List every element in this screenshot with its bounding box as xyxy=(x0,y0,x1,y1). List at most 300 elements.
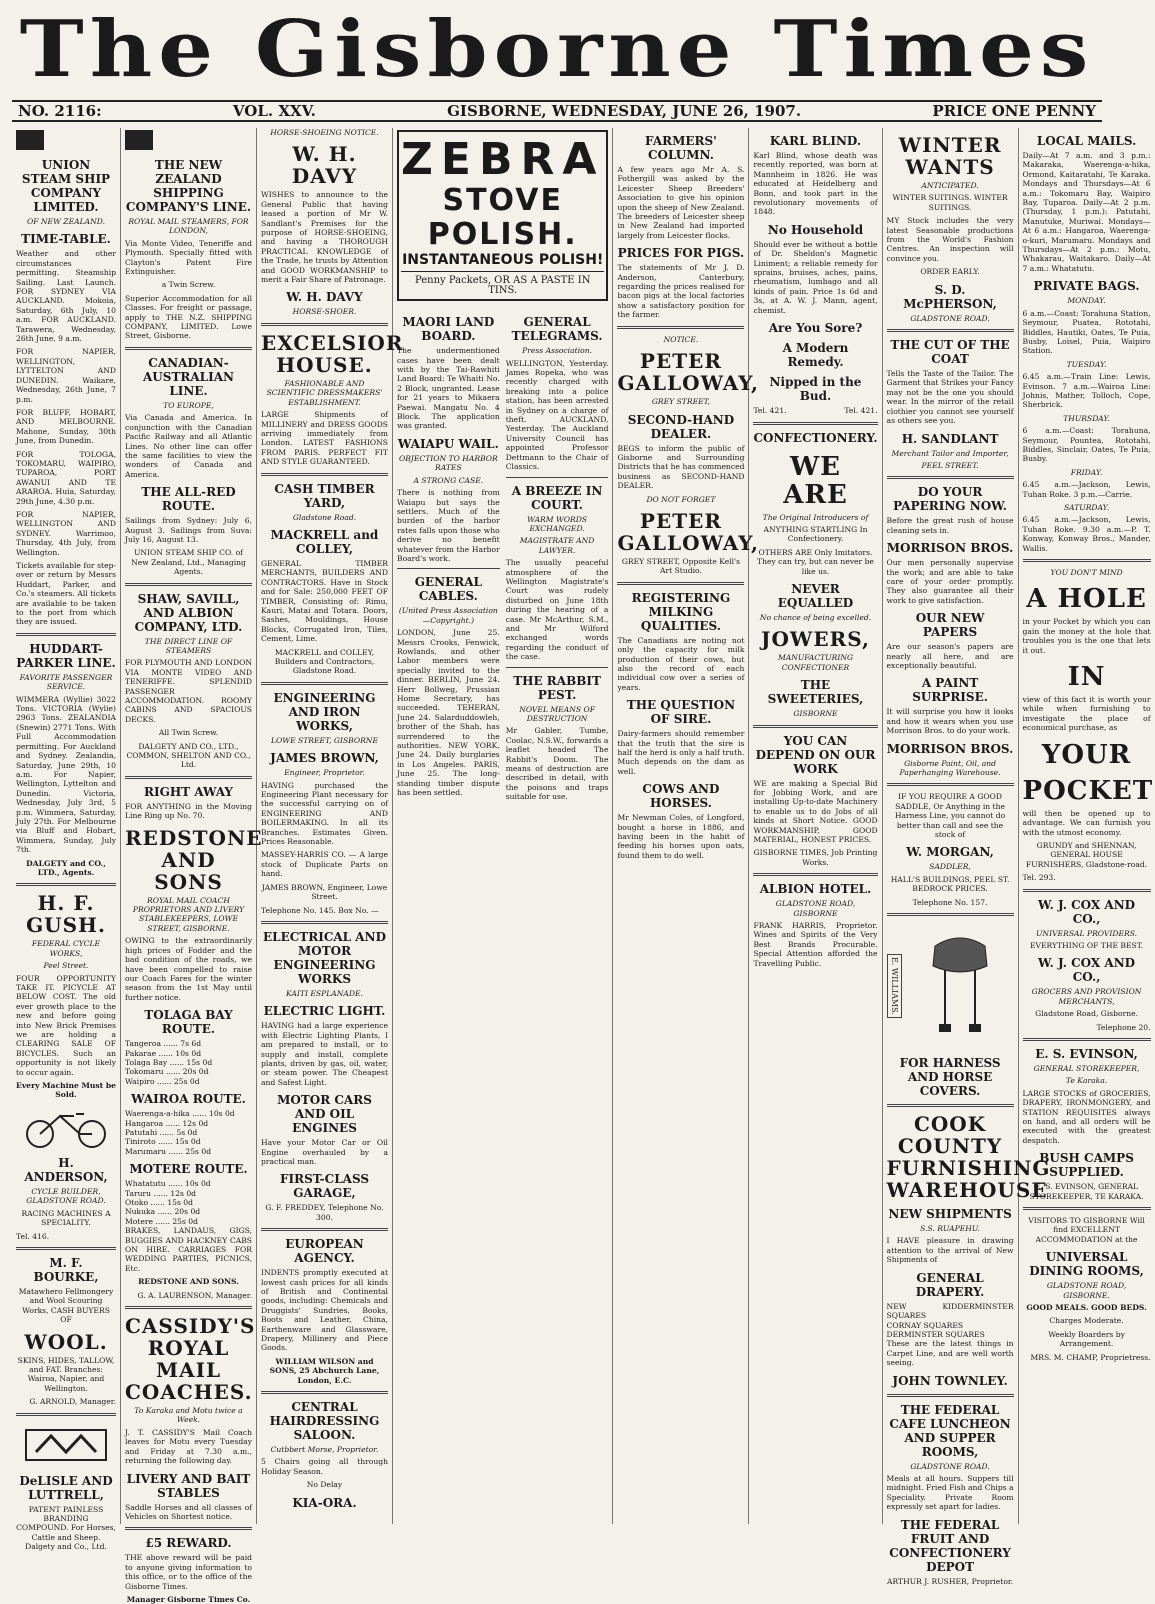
engineering-sub: LOWE STREET, GISBORNE xyxy=(271,735,378,745)
depend-signature: GISBORNE TIMES, Job Printing Works. xyxy=(753,848,878,867)
timber-sub: Gladstone Road. xyxy=(292,512,357,522)
column-1 xyxy=(12,128,121,1552)
kia-ora: KIA-ORA. xyxy=(292,1495,357,1510)
universal-heading: UNIVERSAL DINING ROOMS, xyxy=(1029,1250,1144,1279)
maori-land-heading: MAORI LAND BOARD. xyxy=(402,315,495,344)
right-away-heading: RIGHT AWAY xyxy=(144,784,233,799)
hairdressing-heading: CENTRAL HAIRDRESSING SALOON. xyxy=(269,1400,380,1443)
breeze-text: The usually peaceful atmosphere of the Wellington Magistrate's Court was rudely disturbed on June 18th during the hearing of a case. Mr McArthur, S.M., and Mr Wilford exchanged words regarding the conduct of the case. xyxy=(505,558,609,662)
motor-text: Have your Motor Car or Oil Engine overhauled by a practical man. xyxy=(261,1138,388,1166)
waiapu-sub: OBJECTION TO HARBOR RATES xyxy=(398,453,498,473)
winter-text: WINTER SUITINGS. WINTER SUITINGS. xyxy=(892,193,1008,212)
divider xyxy=(887,913,1014,916)
never-equalled: NEVER EQUALLED xyxy=(777,581,854,610)
anderson-sub: CYCLE BUILDER, GLADSTONE ROAD. xyxy=(26,1186,106,1206)
divider xyxy=(887,476,1014,479)
masthead xyxy=(0,0,1114,100)
reward-heading: £5 REWARD. xyxy=(145,1536,232,1551)
hairdressing-sub: Cutbbert Morse, Proprietor. xyxy=(270,1445,379,1455)
penny-packets: Penny Packets, OR AS A PASTE IN TINS. xyxy=(401,271,604,295)
grundy-tel: Tel. 293. xyxy=(1022,873,1056,883)
volume: VOL. XXV. xyxy=(232,102,316,120)
pig-prices-heading: PRICES FOR PIGS. xyxy=(617,246,745,261)
list-item: Motere ...... 25s 0d xyxy=(125,1216,198,1226)
column-9 xyxy=(1019,128,1155,1524)
friday-heading: FRIDAY. xyxy=(1070,467,1103,477)
williams-saddle-ad xyxy=(887,922,1014,1050)
redstone-sub: ROYAL MAIL COACH PROPRIETORS AND LIVERY STABLEKEEPERS, LOWE STREET, GISBORNE. xyxy=(132,895,245,933)
albion-text: FRANK HARRIS, Proprietor. Wines and Spirits of the Very Best Brands Procurable. Special Attention afforded the Travelling Public. xyxy=(753,921,878,968)
divider xyxy=(125,776,252,779)
galloway-sub: SECOND-HAND DEALER. xyxy=(627,412,735,441)
freddey-signature: G. F. FREDDEY, Telephone No. 300. xyxy=(265,1203,384,1222)
excelsior-heading: EXCELSIOR HOUSE. xyxy=(261,330,404,377)
new-papers-text: Are our season's papers are nearly all here, and are exceptionally beautiful. xyxy=(886,642,1014,670)
electric-text: HAVING had a large experience with Electric Lighting Plants, I am prepared to install, or to supply and install, complete plants, driven by gas, oil, water, or steam power. The Cheapest and Safest Light. xyxy=(261,1021,388,1087)
horse-shoeing-heading: HORSE-SHOEING NOTICE. xyxy=(270,128,379,137)
morgan-tel: Telephone No. 157. xyxy=(912,897,988,907)
electric-heading: ELECTRICAL AND MOTOR ENGINEERING WORKS xyxy=(263,929,386,986)
reward-signature: Manager Gisborne Times Co. xyxy=(126,1594,251,1604)
waiapu-text: There is nothing from Waiapu but says the settlers. Much of the burden of the harbor rates falls upon those who derive no benefit whatever from the Harbor Board's work. xyxy=(397,488,500,563)
rabbit-text: Mr Gabler, Tumbe, Coolac, N.S.W., forwards a leaflet headed The Rabbit's Doom. The means of destruction are described in detail, with the poisons and traps suitable for use. xyxy=(505,726,609,802)
hole-pre: YOU DON'T MIND xyxy=(1050,568,1123,578)
thursday-heading: THURSDAY. xyxy=(1063,413,1110,423)
confectionery-heading: CONFECTIONERY. xyxy=(753,430,878,445)
zebra-polish-ad xyxy=(397,130,608,301)
gush-heading: H. F. GUSH. xyxy=(26,891,106,938)
sire-heading: THE QUESTION OF SIRE. xyxy=(626,698,736,727)
flag-icon xyxy=(125,130,153,150)
red-route-text: Sailings from Sydney: July 6, August 3. Sailings from Suva: July 16, August 13. xyxy=(125,516,252,544)
divider xyxy=(125,1306,252,1309)
mackrell-heading: MACKRELL and COLLEY, xyxy=(270,527,379,556)
morgan-sub: SADDLER, xyxy=(929,862,971,872)
tel-1: Tel. 421. xyxy=(753,406,787,416)
brown-sub: Engineer, Proprietor. xyxy=(284,768,365,778)
savill-agents: DALGETY AND CO., LTD., COMMON, SHELTON AND CO., Ltd. xyxy=(126,741,251,770)
anderson-text: RACING MACHINES A SPECIALITY. xyxy=(21,1208,111,1228)
nzsc-text: Via Monte Video, Teneriffe and Plymouth. Specially fitted with Clayton's Patent Fire Extinguisher. xyxy=(125,238,252,277)
delisle-heading: DeLISLE AND LUTTRELL, xyxy=(19,1473,113,1502)
brown-text: HAVING purchased the Engineering Plant necessary for the successful carrying on of ENGINEERING AND BOILERMAKING. In all its Branches. Estimates Given. Prices Reasonable. xyxy=(261,780,388,847)
pocket-text: view of this fact it is worth your while when furnishing to investigate the place of economical purchase, as xyxy=(1022,695,1151,733)
agency-text: INDENTS promptly executed at lowest cash prices for all kinds of British and Continental goods, including: Chemicals and Druggists' Sundries, Books, Boots and Leather, China, Earthenware and Glassware, Drapery, Millinery and Piece Goods. xyxy=(261,1268,388,1353)
tuesday-heading: TUESDAY. xyxy=(1066,359,1107,369)
livery-text: Saddle Horses and all classes of Vehicles on Shortest notice. xyxy=(125,1502,252,1521)
townley-heading: JOHN TOWNLEY. xyxy=(892,1373,1008,1388)
list-item: Waipiro ...... 25s 0d xyxy=(125,1076,200,1086)
column-5 xyxy=(506,309,609,805)
mails-text: Daily—At 7 a.m. and 3 p.m.: Makaraka, Waerenga-a-hika, Ormond, Kaitaratahi, Te Karaka. Mondays and Thursdays—At 6 a.m.: Tokomaru Bay, Waipiro Bay, Tuparoa. Daily—At 2 p.m. (Thursday, 1 p.m.): Patutahi, Manutuke, Muriwai. Mondays—At 6 a.m.: Hangaroa, Waerenga-o-kuri, Marumaru. Mondays and Thursdays—At 2 p.m.: Motu, Whakarau, Waitakaro. Daily—At 7 a.m.: Whatatutu. xyxy=(1022,151,1151,273)
breeze-heading: A BREEZE IN COURT. xyxy=(511,483,603,512)
divider xyxy=(16,1247,116,1250)
tickets-text: Tickets available for step-over or return by Messrs Huddart, Parker, and Co.'s steamers. All tickets are available to be taken to the port from which they are issued. xyxy=(16,561,116,627)
farmers-heading: FARMERS' COLUMN. xyxy=(645,134,717,162)
trade-mark-icon xyxy=(16,1422,116,1468)
davy-text: WISHES to announce to the General Public that having leased a portion of Mr W. Sandlant's Premises for the purpose of HORSE-SHOEING, and having a THOROUGH PRACTICAL KNOWLEDGE of the Trade, he trusts by Attention and GOOD WORKMANSHIP to merit a Fair Share of Patronage. xyxy=(261,190,388,285)
zebra-heading: ZEBRA xyxy=(401,134,605,185)
cox-text: EVERYTHING OF THE BEST. xyxy=(1029,940,1144,950)
cox-heading: W. J. COX AND CO., xyxy=(1038,897,1136,926)
column-6 xyxy=(613,128,759,1524)
telegrams-heading: GENERAL TELEGRAMS. xyxy=(511,315,603,344)
morgan-text: HALL'S BUILDINGS, PEEL ST. BEDROCK PRICES. xyxy=(890,874,1010,894)
rusher-signature: ARTHUR J. RUSHER, Proprietor. xyxy=(886,1576,1014,1586)
champ-signature: MRS. M. CHAMP, Proprietress. xyxy=(1030,1352,1151,1362)
timetable-heading: TIME-TABLE. xyxy=(21,232,111,247)
sire-text: Dairy-farmers should remember that the truth that the sire is half the herd is only a half truth. Much depends on the dam as well. xyxy=(617,729,745,776)
we-are-text: ANYTHING STARTLING In Confectionery. xyxy=(763,524,868,544)
agency-signature: WILLIAM WILSON and SONS, 25 Abchurch Lane, London, E.C. xyxy=(269,1356,380,1385)
new-papers-heading: OUR NEW PAPERS xyxy=(915,611,985,640)
anderson-tel: Tel. 416. xyxy=(16,1231,50,1241)
hole-heading: A HOLE xyxy=(1026,584,1147,615)
column-4-5 xyxy=(393,128,613,1524)
nzsc-sub: ROYAL MAIL STEAMERS, FOR LONDON, xyxy=(128,217,249,236)
depend-heading: YOU CAN DEPEND ON OUR WORK xyxy=(755,733,876,776)
divider xyxy=(887,1394,1014,1397)
milking-heading: REGISTERING MILKING QUALITIES. xyxy=(631,590,731,633)
dalgety-agents: DALGETY and CO., LTD., Agents. xyxy=(26,858,106,877)
telephone-row xyxy=(753,406,877,415)
pocket-sub: will then be opened up to advantage. We can furnish you with the utmost economy. xyxy=(1022,808,1151,837)
huddart-heading: HUDDART-PARKER LINE. xyxy=(16,641,116,670)
evinson-sub: GENERAL STOREKEEPER, xyxy=(1033,1063,1140,1073)
motere-route-list xyxy=(125,1179,252,1226)
private-bags-heading: PRIVATE BAGS. xyxy=(1033,279,1140,294)
divider xyxy=(261,1391,388,1394)
papering-heading: DO YOUR PAPERING NOW. xyxy=(893,485,1007,514)
cut-text: Tells the Taste of the Tailor. The Garment that Strikes your Fancy may not be the one you should wear. In the mirror of the retail clothier you cannot see yourself as others see you. xyxy=(886,369,1014,426)
divider xyxy=(397,568,500,569)
cook-sub: NEW SHIPMENTS xyxy=(888,1207,1012,1222)
column-2 xyxy=(121,128,263,1604)
huddart-text: WIMMERA (Wyllie) 3022 Tons. VICTORIA (Wylie) 2963 Tons. ZEALANDIA (Snewin) 2771 Tons. With Full Accommodation permitting. For Auckland and Sydney. Zealandia, Saturday, June 29th, 10 a.m. For Napier, Wellington, Lyttelton and Dunedin. Victoria, Wednesday, July 3rd, 5 p.m. Wimmera, Saturday, July 27th. For Melbourne via Bluff and Hobart, Wimmera, Sunday, July 7th. xyxy=(16,694,116,855)
waiapu-heading: WAIAPU WAIL. xyxy=(397,436,499,451)
list-item: Whatatutu ...... 10s 0d xyxy=(125,1179,211,1189)
your-heading: YOUR xyxy=(1041,739,1132,770)
winter-body: MY Stock includes the very latest Seasonable productions from the World's Fashion Centres. An inspection will convince you. xyxy=(886,216,1014,263)
livery-heading: LIVERY AND BAIT STABLES xyxy=(126,1471,251,1500)
divider xyxy=(887,1104,1014,1107)
cook-items xyxy=(887,1302,1014,1340)
federal-heading: THE FEDERAL CAFE LUNCHEON AND SUPPER ROOMS, xyxy=(889,1402,1011,1459)
williams-tag: E. WILLIAMS. xyxy=(887,954,902,1018)
bush-camps: BUSH CAMPS SUPPLIED. xyxy=(1039,1151,1134,1180)
list-item: Nukuka ...... 20s 0d xyxy=(125,1207,201,1217)
morgan-heading: W. MORGAN, xyxy=(906,845,994,860)
place-date: GISBORNE, WEDNESDAY, JUNE 26, 1907. xyxy=(447,102,802,120)
mcpherson-sub: GLADSTONE ROAD. xyxy=(910,313,990,323)
cox-tel: Telephone 20. xyxy=(1096,1022,1151,1032)
stove-polish-heading: STOVE POLISH. xyxy=(427,183,578,252)
hole-text: in your Pocket by which you can gain the money at the hole that troubles you is the one that lets it out. xyxy=(1022,617,1151,655)
divider xyxy=(125,347,252,350)
bicycle-icon xyxy=(16,1104,116,1150)
thursday-text: 6 a.m.—Coast: Torahuna, Seymour, Pountea, Rototahi, Biddles, Sinclair, Oates, Te Puia, Busby. xyxy=(1022,426,1151,464)
hairdressing-text: 5 Chairs going all through Holiday Season. xyxy=(261,1457,388,1476)
charges: Charges Moderate. xyxy=(1049,1316,1124,1326)
instantaneous-polish: INSTANTANEOUS POLISH! xyxy=(402,252,604,268)
order-early: ORDER EARLY. xyxy=(920,267,980,277)
morrison-heading: MORRISON BROS. xyxy=(886,541,1014,556)
cassidy-sub: To Karaka and Motu twice a Week. xyxy=(134,1406,243,1425)
brown-heading: JAMES BROWN, xyxy=(270,751,379,766)
federal-sub: GLADSTONE ROAD. xyxy=(910,1461,990,1471)
cables-heading: GENERAL CABLES. xyxy=(414,575,482,604)
brown-tel: Telephone No. 145. Box No. — xyxy=(261,905,379,915)
depend-text: WE are making a Special Bid for Jobbing Work, and are installing Up-to-date Machinery to enable us to do Jobs of all kinds at Short Notice. GOOD WORKMANSHIP, GOOD MATERIAL, HONEST PRICES. xyxy=(753,778,878,844)
price: PRICE ONE PENNY xyxy=(932,102,1096,120)
divider xyxy=(16,883,116,886)
cook-drapery: GENERAL DRAPERY. xyxy=(915,1270,985,1299)
divider xyxy=(1023,889,1151,892)
cows-heading: COWS AND HORSES. xyxy=(642,782,720,811)
divider xyxy=(1023,1207,1151,1210)
nzsc-heading: THE NEW ZEALAND SHIPPING COMPANY'S LINE. xyxy=(125,158,252,214)
morrison2-heading: MORRISON BROS. xyxy=(886,741,1014,756)
list-item: Taruru ...... 12s 0d xyxy=(125,1188,197,1198)
saturday-heading: SATURDAY. xyxy=(1063,503,1110,512)
canadian-heading: CANADIAN-AUSTRALIAN LINE. xyxy=(143,355,234,398)
divider xyxy=(261,473,388,476)
federal2-heading: THE FEDERAL FRUIT AND CONFECTIONERY DEPOT xyxy=(889,1517,1011,1574)
saddle-icon xyxy=(915,926,1005,1046)
canadian-text: Via Canada and America. In conjunction with the Canadian Pacific Railway and all Atlantic Lines. No other line can offer the same facilities to view the wonders of Canada and America. xyxy=(125,413,252,479)
galloway2-text: GREY STREET, Opposite Kell's Art Studio. xyxy=(621,556,741,576)
cox2-heading: W. J. COX AND CO., xyxy=(1038,956,1136,985)
hairdressing-note: No Delay xyxy=(306,1480,343,1490)
friday-text: 6.45 a.m.—Jackson, Lewis, Tuhan Roke. 3 p.m.—Carrie. xyxy=(1022,480,1151,499)
list-item: Otoko ...... 15s 0d xyxy=(125,1198,193,1207)
nzsc-agents: Superior Accommodation for all Classes. For freight or passage, apply to THE N.Z. SHIPPING COMPANY, LIMITED. Lowe Street, Gisborne. xyxy=(125,293,252,341)
pig-prices-text: The statements of Mr J. D. Anderson, Canterbury, regarding the prices realised for bacon pigs at the local factories show a satisfactory position for the farmer. xyxy=(617,263,745,320)
mcpherson-heading: S. D. McPHERSON, xyxy=(903,282,997,311)
list-item: Waerenga-a-hika ...... 10s 0d xyxy=(125,1109,235,1119)
excelsior-text: LARGE Shipments of MILLINERY and DRESS GOODS arriving immediately from London. LATEST FASHIONS FROM PARIS. PERFECT FIT AND STYLE GUARANTEED. xyxy=(261,410,388,467)
evinson-heading: E. S. EVINSON, xyxy=(1035,1046,1138,1061)
gush-sub: FEDERAL CYCLE WORKS, xyxy=(31,939,101,958)
column-7 xyxy=(749,128,882,1524)
never-sub: No chance of being excelled. xyxy=(759,612,872,622)
electric-sub: KAITI ESPLANADE. xyxy=(286,988,363,998)
column-3 xyxy=(257,128,404,1524)
grundy-signature: GRUNDY and SHENNAN, GENERAL HOUSE FURNISHERS, Gladstone-road. xyxy=(1025,840,1148,869)
albion-heading: ALBION HOTEL. xyxy=(759,882,872,897)
cassidy-text: J. T. CASSIDY'S Mail Coach leaves for Motu every Tuesday and Friday at 7.30 a.m., returning the following day. xyxy=(125,1427,252,1466)
cox-sub: UNIVERSAL PROVIDERS. xyxy=(1036,928,1138,938)
excelsior-sub: FASHIONABLE AND SCIENTIFIC DRESSMAKERS' ESTABLISHMENT. xyxy=(266,378,383,407)
cows-text: Mr Newman Coles, of Longford, bought a horse in 1886, and having been in the habit of feeding his horses upon oats, found them to do well. xyxy=(617,813,745,860)
divider xyxy=(261,323,388,326)
rabbit-sub: NOVEL MEANS OF DESTRUCTION xyxy=(519,704,595,723)
divider xyxy=(617,582,744,585)
list-item: Tokomaru ...... 20s 0d xyxy=(125,1067,209,1077)
in-heading: IN xyxy=(1067,662,1106,693)
morrison-text: Our men personally supervise the work; and are able to take care of your order promptly. They also guarantee all their work to give satisfaction. xyxy=(886,558,1014,605)
tonga-text: FOR TOLOGA, TOKOMARU, WAIPIRO, TUPAROA, PORT AWANUI AND TE ARAROA. Huia, Saturday, 29th June, 4.30 p.m. xyxy=(16,449,116,506)
gush-footer: Every Machine Must be Sold. xyxy=(16,1081,116,1100)
breeze-sub: WARM WORDS EXCHANGED. xyxy=(527,514,587,533)
redstone-text: OWING to the extraordinarily high prices of Fodder and the bad condition of the roads, we have been compelled to raise our Coach Fares for the winter season from the 1st May until further notice. xyxy=(125,936,252,1002)
divider xyxy=(125,1527,252,1530)
savill-twin: All Twin Screw. xyxy=(158,728,219,738)
column-4 xyxy=(397,309,500,805)
sandlant-street: PEEL STREET. xyxy=(921,460,979,470)
tolaga-heading: TOLAGA BAY ROUTE. xyxy=(144,1008,233,1037)
cables-sub: (United Press Association—Copyright.) xyxy=(398,606,498,625)
sandlant-sub: Merchant Tailor and Importer, xyxy=(891,448,1009,458)
we-are-heading: WE ARE xyxy=(783,451,848,510)
we-are-text2: OTHERS ARE Only Imitators. They can try, but can never be like us. xyxy=(757,547,874,576)
notice-heading: NOTICE. xyxy=(663,334,699,344)
rabbit-heading: THE RABBIT PEST. xyxy=(513,673,601,702)
telegrams-text: WELLINGTON, Yesterday. James Ropeka, who was recently charged with breaking into a police station, has been arrested in Sydney on a charge of theft. AUCKLAND, Yesterday. The Auckland University Council has appointed Professor Dettmann to the Chair of Classics. xyxy=(505,358,609,472)
red-route-heading: THE ALL-RED ROUTE. xyxy=(141,485,236,514)
hobart-text: FOR BLUFF, HOBART, AND MELBOURNE. Mahone, Sunday, 30th June, from Dunedin. xyxy=(16,407,116,446)
dateline xyxy=(12,100,1102,122)
galloway-text: BEGS to inform the public of Gisborne and Surrounding Districts that he has commenced business as SECOND-HAND DEALER. xyxy=(617,443,745,491)
sweeteries-sub: GISBORNE xyxy=(793,709,838,719)
bud-heading: Nipped in the Bud. xyxy=(769,375,862,404)
divider xyxy=(506,667,609,668)
household-heading: No Household xyxy=(767,222,864,237)
federal-text: Meals at all hours. Suppers till midnight. Fried Fish and Chips a Speciality. Private Room expressly set apart for ladies. xyxy=(886,1473,1014,1512)
wool-text: SKINS, HIDES, TALLOW, and FAT. Branches: Wairoa, Napier, and Wellington. xyxy=(17,1355,115,1393)
list-item: Hangaroa ...... 12s 0d xyxy=(125,1118,209,1128)
jowers-heading: JOWERS, xyxy=(761,627,870,652)
davy-signature: W. H. DAVY xyxy=(286,290,363,305)
sore-heading: Are You Sore? xyxy=(768,321,863,336)
divider xyxy=(753,873,877,876)
bags-text: 6 a.m.—Coast: Torahuna Station, Seymour, Puatea, Rototahi, Biddles, Hautiki, Oates, Te Puia, Busby, Loisel, Puia, Waipiro Station. xyxy=(1022,308,1151,356)
mackrell-signature: MACKRELL and COLLEY, Builders and Contractors, Gladstone Road. xyxy=(274,647,375,676)
divider xyxy=(261,921,388,924)
cables-text: LONDON, June 25. Messrs Crooks, Fenwick, Rowlands, and other Labor members were specially invited to the dinner. BERLIN, June 24. Herr Bollweg, Prussian Home Secretary, has succeeded. TEHERAN, June 24. Salarduddowleh, brother of the Shah, has surrendered to the authorities. NEW YORK, June 24. Daily burglaries in Los Angeles. PARIS, June 25. The long-standing timber dispute has been settled. xyxy=(397,628,500,798)
savill-sub: THE DIRECT LINE OF STEAMERS xyxy=(144,636,233,655)
news-columns xyxy=(397,309,608,805)
divider xyxy=(16,633,116,636)
cook-heading: COOK COUNTY FURNISHING WAREHOUSE xyxy=(886,1112,1051,1203)
divider xyxy=(16,1413,116,1416)
winter-wants-heading: WINTER WANTS xyxy=(898,133,1002,179)
wairoa-heading: WAIROA ROUTE. xyxy=(131,1092,246,1107)
saturday-text: 6.45 a.m.—Jackson, Lewis, Tuhan Roke. 9.30 a.m.—P. T. Konway, Konway Bros., Mander, Wallis. xyxy=(1022,515,1151,553)
harness-heading: FOR HARNESS AND HORSE COVERS. xyxy=(899,1056,1001,1099)
cassidy-heading: CASSIDY'S ROYAL MAIL COACHES. xyxy=(125,1314,256,1405)
cox2-text: Gladstone Road, Gisborne. xyxy=(1035,1009,1139,1019)
tolaga-route-list xyxy=(125,1039,252,1086)
bourke-text: Matawhero Fellmongery and Wool Scouring Works, CASH BUYERS OF xyxy=(18,1286,114,1325)
list-item: Pakarae ...... 10s 0d xyxy=(125,1048,202,1058)
tel-2: Tel. 421. xyxy=(844,406,878,416)
evinson-place: Te Karaka. xyxy=(1065,1076,1108,1086)
divider xyxy=(617,326,744,329)
union-sub: OF NEW ZEALAND. xyxy=(26,217,106,226)
pocket-heading: POCKET xyxy=(1022,775,1154,806)
cook-text: I HAVE pleasure in drawing attention to the arrival of New Shipments of xyxy=(886,1236,1014,1265)
divider xyxy=(1023,1038,1151,1041)
cox2-sub: GROCERS AND PROVISION MERCHANTS, xyxy=(1031,987,1142,1006)
saddle-text: IF YOU REQUIRE A GOOD SADDLE, Or Anything in the Harness Line, you cannot do better than call and see the stock of xyxy=(894,792,1006,840)
paint-text: It will surprise you how it looks and how it wears when you use Morrison Bros. to do your work. xyxy=(886,707,1014,736)
divider xyxy=(887,329,1014,332)
tuesday-text: 6.45 a.m.—Train Line: Lewis, Evinson. 7 a.m.—Wairoa Line: Johnis, Mather, Tolloch, Cope, Sherbrick. xyxy=(1022,372,1151,410)
massey-text: MASSEY-HARRIS CO. — A large stock of Duplicate Parts on hand. xyxy=(261,850,388,879)
delisle-text: PATENT PAINLESS BRANDING COMPOUND. For Horses, Cattle and Sheep. Dalgety and Co., Ltd. xyxy=(16,1504,116,1552)
galloway2-heading: PETER GALLOWAY, xyxy=(617,508,759,555)
jowers-sub: MANUFACTURING CONFECTIONER xyxy=(777,653,854,672)
columns xyxy=(12,128,1154,1604)
davy-heading: W. H. DAVY xyxy=(291,142,358,189)
list-item: NEW KIDDERMINSTER SQUARES xyxy=(886,1301,1014,1321)
evinson-signature: E. S. EVINSON, GENERAL STOREKEEPER, TE KARAKA. xyxy=(1029,1182,1144,1201)
cook-ship: S.S. RUAPEHU. xyxy=(920,1224,980,1234)
good-meals: GOOD MEALS. GOOD BEDS. xyxy=(1026,1303,1147,1313)
flag-icon xyxy=(16,130,44,150)
cook-note: These are the latest things in Carpet Line, and are well worth seeing. xyxy=(886,1339,1014,1368)
blind-text: Karl Blind, whose death was recently reported, was born at Mannheim in 1826. He was educated at Heidelberg and Bonn, and took part in the revolutionary movements of 1848. xyxy=(753,151,878,217)
galloway-street: GREY STREET, xyxy=(651,397,711,407)
papering-text: Before the great rush of house cleaning sets in. xyxy=(886,516,1014,535)
galloway-heading: PETER GALLOWAY, xyxy=(617,349,759,396)
modern-remedy-heading: A Modern Remedy. xyxy=(782,341,849,370)
winter-sub: ANTICIPATED. xyxy=(921,181,979,190)
right-away-text: FOR ANYTHING in the Moving Line Ring up No. 70. xyxy=(125,801,252,821)
timber-heading: CASH TIMBER YARD, xyxy=(274,481,375,510)
electric-light-heading: ELECTRIC LIGHT. xyxy=(263,1004,386,1019)
mails-heading: LOCAL MAILS. xyxy=(1036,134,1137,148)
monday-heading: MONDAY. xyxy=(1067,296,1106,306)
waiapu-sub2: A STRONG CASE. xyxy=(413,475,484,485)
paint-heading: A PAINT SURPRISE. xyxy=(912,676,988,705)
gush-text: FOUR OPPORTUNITY TAKE IT. PICYCLE AT BELOW COST. The old ever growth place to the new and before going into New Brick Premises we are holding a CLEARING SALE OF BICYCLES. Such an opportunity is not likely to occur again. xyxy=(16,973,116,1077)
union-agents: UNION STEAM SHIP CO. of New Zealand, Ltd., Managing Agents. xyxy=(131,548,246,577)
universal-sub: GLADSTONE ROAD, GISBORNE. xyxy=(1046,1281,1127,1300)
agency-heading: EUROPEAN AGENCY. xyxy=(285,1237,364,1266)
list-item: Marumaru ...... 25s 0d xyxy=(125,1146,212,1156)
list-item: DERMINSTER SQUARES xyxy=(886,1329,985,1339)
union-ad xyxy=(16,128,116,627)
huddart-sub: FAVORITE PASSENGER SERVICE. xyxy=(19,672,113,692)
visitors-heading: VISITORS TO GISBORNE Will find EXCELLENT ACCOMMODATION at the xyxy=(1028,1216,1145,1244)
redstone-heading: REDSTONE AND SONS xyxy=(125,825,263,894)
timetable-text: Weather and other circumstances permitting. Steamship Sailing. Last Launch. FOR SYDNEY VIA AUCKLAND. Mokoia, Saturday, 6th July, 10 a.m. FOR AUCKLAND. Tarawera, Wednesday, 26th June, 9 a.m. xyxy=(16,249,116,344)
wairoa-route-list xyxy=(125,1109,252,1156)
gush-street: Peel Street. xyxy=(43,961,89,971)
telegrams-sub: Press Association. xyxy=(522,346,592,356)
list-item: Patutahi ...... 5s 0d xyxy=(125,1127,198,1137)
blind-heading: KARL BLIND. xyxy=(769,134,862,148)
savill-text: FOR PLYMOUTH AND LONDON VIA MONTE VIDEO AND TENERIFFE. SPLENDID PASSENGER ACCOMMODATION. ROOMY CABINS AND SPACIOUS DECKS. xyxy=(125,658,252,724)
boarders: Weekly Boarders by Arrangement. xyxy=(1048,1329,1125,1349)
household-text: Should ever be without a bottle of Dr. Sheldon's Magnetic Liniment; a reliable remedy for sprains, bruises, aches, pains, rheumatism, lumbago and all kinds of pain. Price 1s 6d and 3s, at A. W. J. Mann, agent, chemist. xyxy=(753,239,878,315)
issue-number: NO. 2116: xyxy=(18,102,102,120)
divider xyxy=(261,1228,388,1231)
union-heading: UNION STEAM SHIP COMPANY LIMITED. xyxy=(21,158,111,214)
maori-land-text: The undermentioned cases have been dealt with by the Tai-Rawhiti Land Board: Te Whaiti No. 2 Block, ungranted. Lease for 21 years to Mikaera Paewai. Mangatu No. 4 Block. The application was granted. xyxy=(397,346,500,431)
brakes-text: BRAKES, LANDAUS, GIGS, BUGGIES AND HACKNEY CABS ON HIRE. CARRIAGES FOR WEDDING PARTIES, PICNICS, Etc. xyxy=(125,1226,252,1273)
list-item: Tolaga Bay ...... 15s 0d xyxy=(125,1057,213,1067)
farmers-text: A few years ago Mr A. S. Fothergill was asked by the Leicester Sheep Breeders' Association to give his opinion upon the sheep of New Zealand. The breeders of Leicester sheep in New Zealand had imported largely from Leicester flocks. xyxy=(617,165,745,240)
motor-heading: MOTOR CARS AND OIL ENGINES xyxy=(277,1093,372,1136)
breeze-sub2: MAGISTRATE AND LAWYER. xyxy=(519,536,595,555)
list-item: CORNAY SQUARES xyxy=(886,1320,964,1330)
engineering-heading: ENGINEERING AND IRON WORKS, xyxy=(273,690,376,733)
mackrell-text: GENERAL TIMBER MERCHANTS, BUILDERS AND CONTRACTORS. Have in Stock and for Sale: 250,000 FEET OF TIMBER, Consisting of: Rimu, Kauri, Matai and Totara. Doors, Sashes, Mouldings, House Blocks, Corrugated Iron, Tiles, Cement, Lime. xyxy=(261,558,388,644)
reward-text: THE above reward will be paid to anyone giving information to this office, or to the office of the Gisborne Times. xyxy=(125,1553,252,1591)
